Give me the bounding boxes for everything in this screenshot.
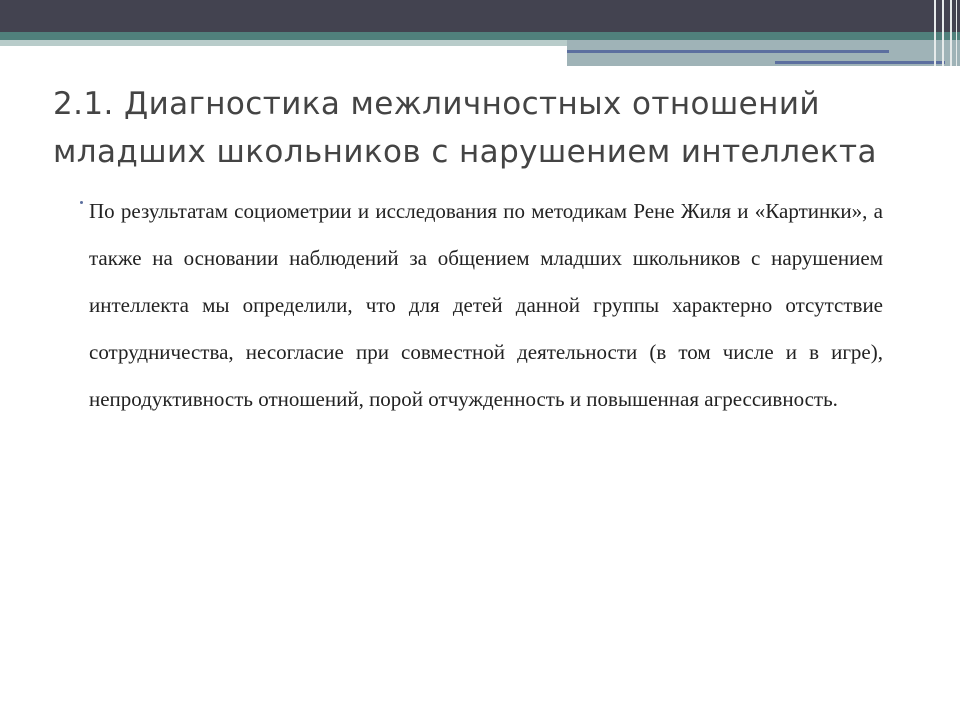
slide-body xyxy=(89,188,883,423)
header-decorative-line xyxy=(567,50,889,53)
header-teal-stripe xyxy=(0,32,960,40)
header-dark-bar xyxy=(0,0,960,32)
header-decorative-line xyxy=(775,61,945,64)
bullet-icon xyxy=(80,201,83,204)
header-vertical-line xyxy=(942,0,944,66)
body-paragraph: По результатам социометрии и исследования по методикам Рене Жиля и «Картинки», а также на основании наблюдений за общением младших школьников с нарушением интеллекта мы определили, что для детей данной группы характерно отсутствие сотрудничества, несогласие при совместной деятельности (в том числе и в игре), непродуктивность отношений, порой отчужденность и повышенная агрессивность. xyxy=(89,199,883,411)
header-vertical-line xyxy=(950,0,952,66)
header-light-band xyxy=(0,40,567,46)
header-vertical-line xyxy=(934,0,936,66)
header-vertical-line xyxy=(956,0,957,66)
slide-title: 2.1. Диагностика межличностных отношений младших школьников с нарушением интеллекта xyxy=(53,86,877,170)
